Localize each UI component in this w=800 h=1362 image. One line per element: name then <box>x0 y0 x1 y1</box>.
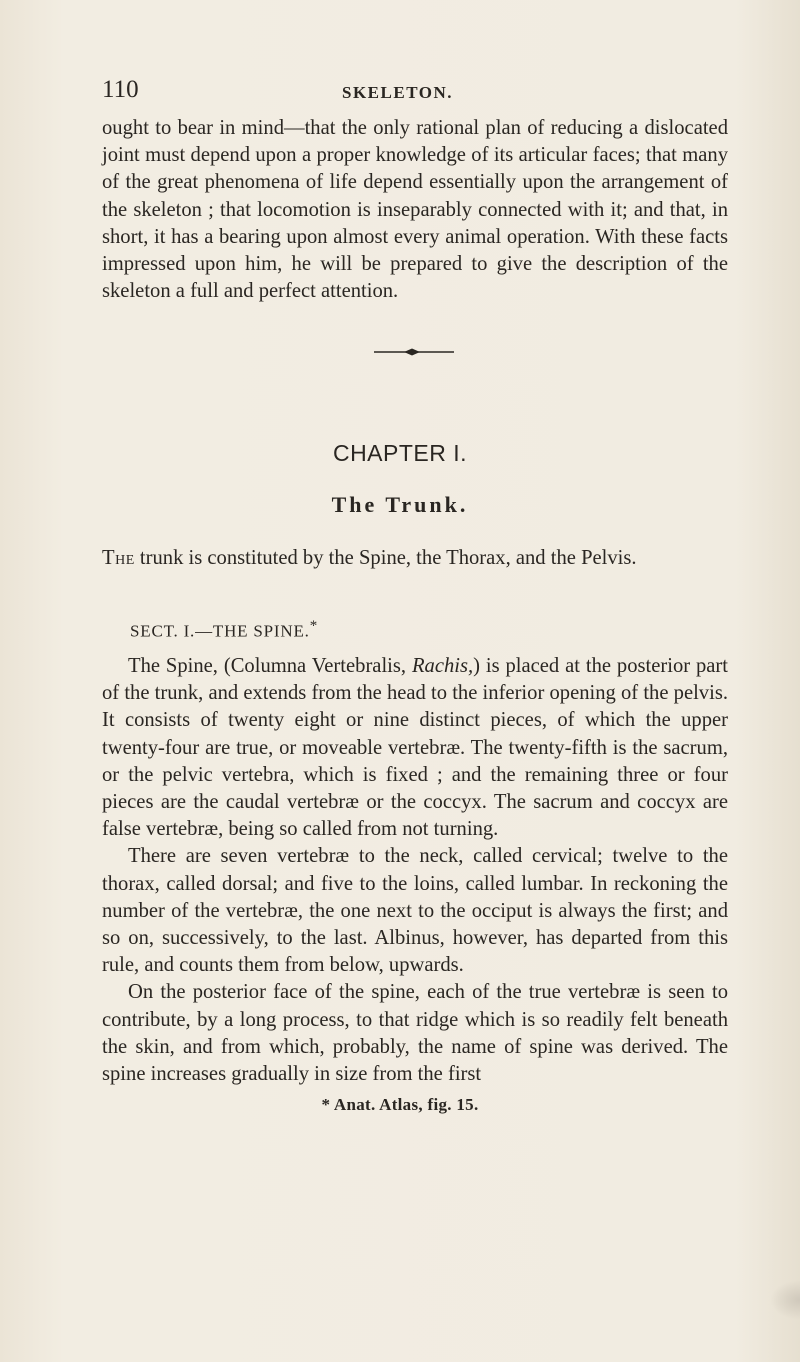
spine-paragraph-part-a: The Spine, (Columna Vertebralis, <box>128 655 412 677</box>
footnote: * Anat. Atlas, fig. 15. <box>321 1095 479 1114</box>
vertebrae-count-paragraph: There are seven vertebræ to the neck, called cervical; twelve to the thorax, called dorsal; and five to the loins, called lumbar. In reckoning the number of the vertebræ, the one next to the occiput is always the first; and so on, successively, to the last. Albinus, however, has departed from this rule, and counts them from below, upwards. <box>102 845 728 977</box>
chapter-subtitle: The Trunk. <box>331 492 469 517</box>
page-number: 110 <box>102 76 139 103</box>
posterior-face-paragraph: On the posterior face of the spine, each of the true vertebræ is seen to contribute, by a long process, to that ridge which is so readily felt beneath the skin, and from which, probably, the name of spine was derived. The spine increases gradually in size from the first <box>102 981 728 1086</box>
page-edge-shadow <box>770 1280 800 1320</box>
intro-first-word: The <box>102 547 135 569</box>
paragraph-continuation: ought to bear in mind—that the only rational plan of reducing a dislocated joint must depend upon a proper knowledge of its articular faces; that many of the great phenomena of life depend essentially upon the arrangement of the skeleton ; that locomotion is inseparably connected with it; and that, in short, it has a bearing upon almost every animal operation. With these facts impressed upon him, he will be prepared to give the description of the skeleton a full and perfect attention. <box>102 117 728 303</box>
spine-text-block <box>102 653 728 1088</box>
ornamental-divider <box>374 346 454 358</box>
spine-paragraph <box>102 653 728 843</box>
section-heading <box>130 618 318 642</box>
spine-paragraph-part-b: ) is placed at the posterior part of the trunk, and extends from the head to the inferior opening of the pelvis. It consists of twenty eight or nine distinct pieces, of which the upper twenty-four are true, or moveable vertebræ. The twenty-fifth is the sacrum, or the pelvic vertebra, which is fixed ; and the remaining three or four pieces are the caudal vertebræ or the coccyx. The sacrum and coccyx are false vertebræ, being so called from not turning. <box>102 655 728 841</box>
intro-rest: trunk is constituted by the Spine, the Thorax, and the Pelvis. <box>134 547 637 569</box>
chapter-title: CHAPTER I. <box>332 440 468 466</box>
running-head: SKELETON. <box>342 83 453 102</box>
page-header <box>102 76 722 106</box>
footnote-marker: * <box>309 618 319 634</box>
rachis-term: Rachis, <box>411 655 474 677</box>
trunk-intro-paragraph <box>102 545 728 572</box>
section-heading-text: SECT. I.—THE SPINE. <box>130 621 310 641</box>
